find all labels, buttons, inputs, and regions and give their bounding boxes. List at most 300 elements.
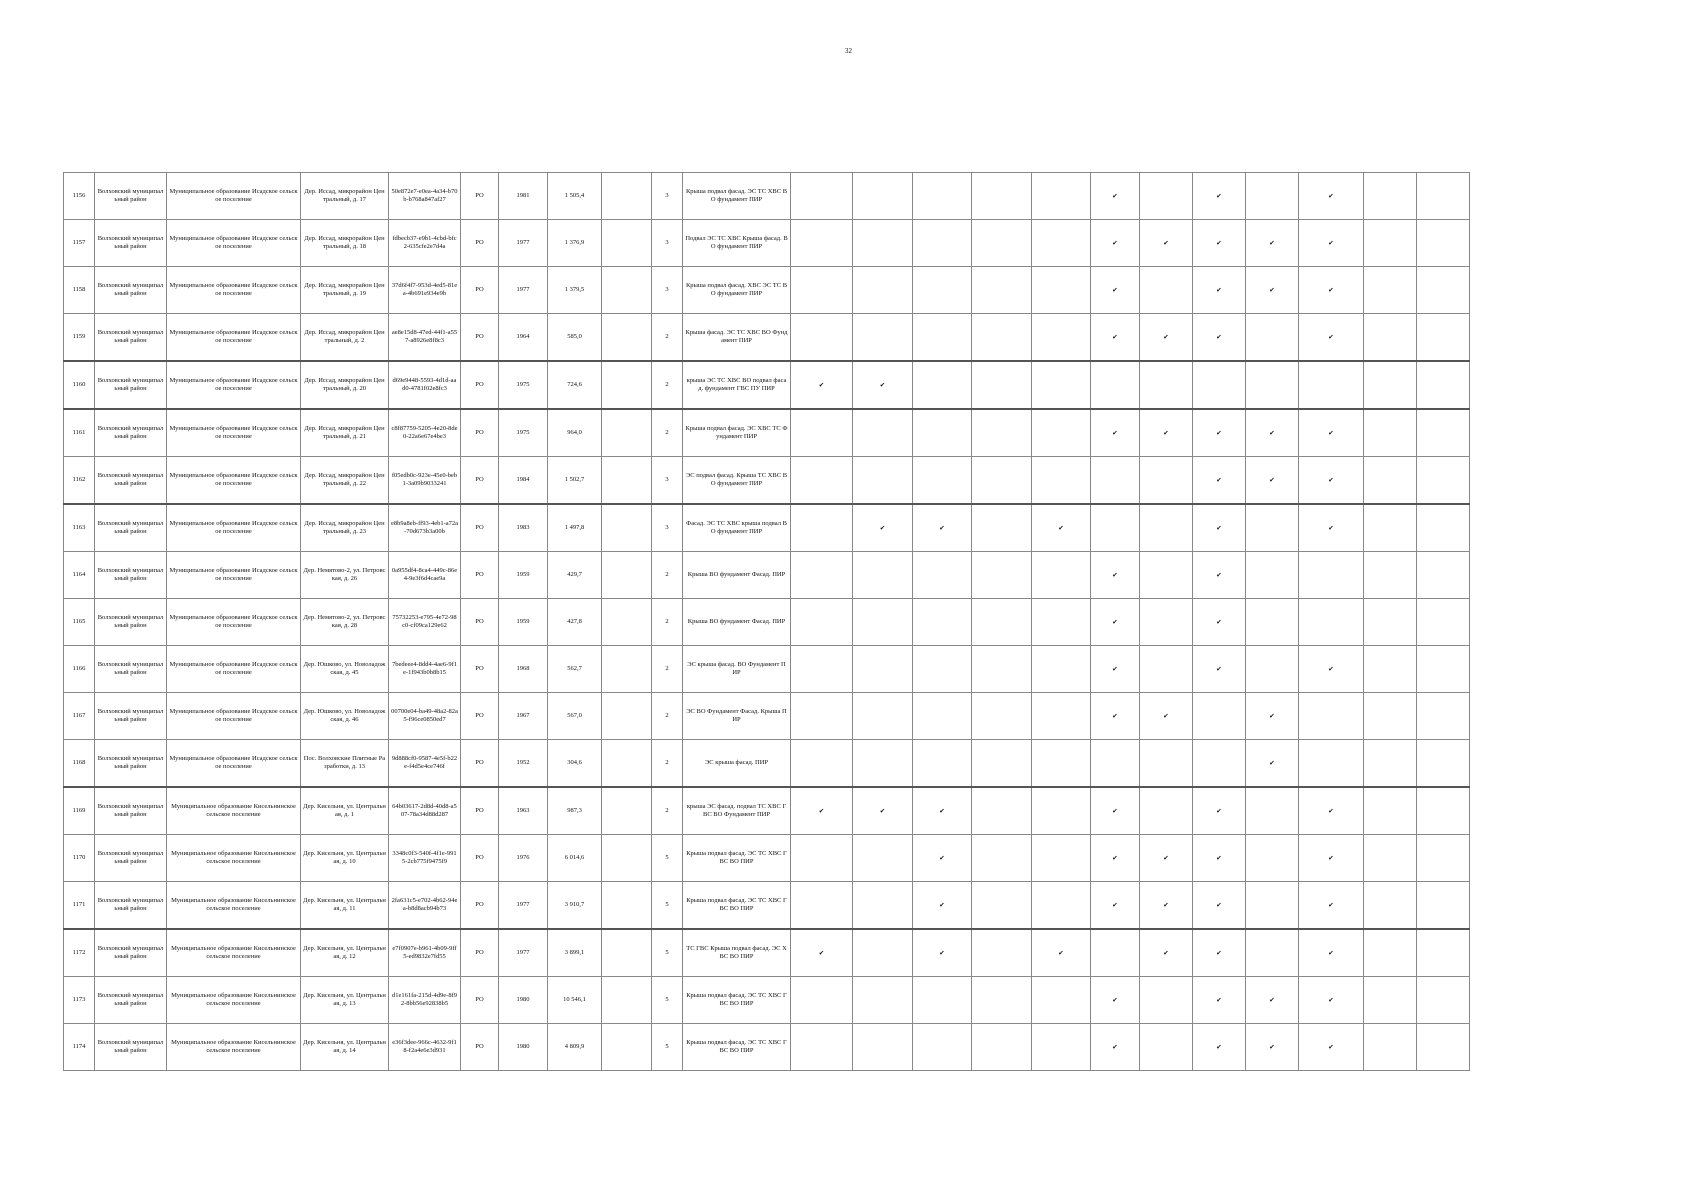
- address-cell: Дер. Кисельня, ул. Центральная, д. 11: [301, 882, 389, 930]
- work-check-cell: ✔: [1140, 882, 1193, 930]
- work-check-cell: ✔: [791, 929, 853, 977]
- work-check-cell: [1140, 977, 1193, 1024]
- empty-cell: [602, 361, 652, 409]
- municipality-cell: Муниципальное образование Кисельнинское сельское поселение: [167, 929, 301, 977]
- district-cell: Волховский муниципальный район: [95, 1024, 167, 1071]
- address-cell: Дер. Иссад, микрорайон Центральный, д. 18: [301, 220, 389, 267]
- area-cell: 1 502,7: [548, 457, 602, 505]
- work-check-cell: [1299, 552, 1364, 599]
- work-check-cell: [913, 693, 972, 740]
- empty-cell: [602, 646, 652, 693]
- work-check-cell: [972, 173, 1032, 220]
- works-list-cell: Крыша подвал фасад. ЭС ТС ХВС ГВС ВО ПИР: [683, 977, 791, 1024]
- work-check-cell: [1091, 740, 1140, 788]
- table-row: [64, 1024, 1470, 1071]
- fund-form-cell: РО: [461, 173, 499, 220]
- work-check-cell: [1364, 693, 1417, 740]
- work-check-cell: ✔: [1299, 314, 1364, 362]
- year-cell: 1981: [499, 173, 548, 220]
- work-check-cell: [853, 220, 913, 267]
- work-check-cell: [913, 457, 972, 505]
- work-check-cell: [791, 504, 853, 552]
- work-check-cell: ✔: [1193, 409, 1246, 457]
- work-check-cell: [1032, 314, 1091, 362]
- floors-cell: 5: [652, 977, 683, 1024]
- floors-cell: 3: [652, 220, 683, 267]
- work-check-cell: [1032, 361, 1091, 409]
- work-check-cell: [972, 835, 1032, 882]
- house-id-cell: 0a955df4-8ca4-449c-86e4-9e3f6d4cae9a: [389, 552, 461, 599]
- work-check-cell: [1140, 1024, 1193, 1071]
- district-cell: Волховский муниципальный район: [95, 882, 167, 930]
- work-check-cell: [1299, 693, 1364, 740]
- work-check-cell: [1246, 835, 1299, 882]
- work-check-cell: [1364, 977, 1417, 1024]
- year-cell: 1977: [499, 267, 548, 314]
- municipality-cell: Муниципальное образование Исадское сельское поселение: [167, 457, 301, 505]
- address-cell: Дер. Иссад, микрорайон Центральный, д. 20: [301, 361, 389, 409]
- work-check-cell: [913, 267, 972, 314]
- empty-cell: [602, 220, 652, 267]
- work-check-cell: [853, 977, 913, 1024]
- year-cell: 1980: [499, 1024, 548, 1071]
- work-check-cell: [913, 361, 972, 409]
- work-check-cell: [1364, 787, 1417, 835]
- empty-cell: [602, 835, 652, 882]
- house-id-cell: 37d6f4f7-953d-4ed5-81ea-4b691e934e9b: [389, 267, 461, 314]
- work-check-cell: [1032, 787, 1091, 835]
- house-id-cell: f05edb0c-923e-45e0-beb1-3a09b9033241: [389, 457, 461, 505]
- address-cell: Дер. Иссад, микрорайон Центральный, д. 17: [301, 173, 389, 220]
- work-check-cell: [853, 835, 913, 882]
- area-cell: 562,7: [548, 646, 602, 693]
- year-cell: 1968: [499, 646, 548, 693]
- year-cell: 1980: [499, 977, 548, 1024]
- work-check-cell: [1364, 552, 1417, 599]
- floors-cell: 3: [652, 267, 683, 314]
- row-number-cell: 1167: [64, 693, 95, 740]
- district-cell: Волховский муниципальный район: [95, 220, 167, 267]
- work-check-cell: ✔: [853, 787, 913, 835]
- work-check-cell: [1140, 787, 1193, 835]
- works-list-cell: Крыша подвал фасад. ХВС ЭС ТС ВО фундамент ПИР: [683, 267, 791, 314]
- district-cell: Волховский муниципальный район: [95, 693, 167, 740]
- work-check-cell: [1091, 929, 1140, 977]
- empty-cell: [602, 552, 652, 599]
- work-check-cell: [972, 220, 1032, 267]
- district-cell: Волховский муниципальный район: [95, 409, 167, 457]
- work-check-cell: [791, 1024, 853, 1071]
- year-cell: 1975: [499, 409, 548, 457]
- floors-cell: 3: [652, 173, 683, 220]
- work-check-cell: ✔: [1193, 220, 1246, 267]
- work-check-cell: ✔: [913, 882, 972, 930]
- address-cell: Дер. Иссад, микрорайон Центральный, д. 22: [301, 457, 389, 505]
- work-check-cell: [1417, 599, 1470, 646]
- work-check-cell: [1140, 361, 1193, 409]
- address-cell: Дер. Юшково, ул. Новоладожская, д. 45: [301, 646, 389, 693]
- work-check-cell: ✔: [1032, 929, 1091, 977]
- work-check-cell: [791, 835, 853, 882]
- work-check-cell: [972, 1024, 1032, 1071]
- floors-cell: 5: [652, 929, 683, 977]
- works-list-cell: Фасад. ЭС ТС ХВС крыша подвал ВО фундамент ПИР: [683, 504, 791, 552]
- works-list-cell: Крыша подвал фасад. ЭС ТС ХВС ГВС ВО ПИР: [683, 882, 791, 930]
- work-check-cell: [1364, 740, 1417, 788]
- fund-form-cell: РО: [461, 882, 499, 930]
- work-check-cell: ✔: [1246, 977, 1299, 1024]
- work-check-cell: ✔: [1091, 882, 1140, 930]
- work-check-cell: [1417, 646, 1470, 693]
- floors-cell: 2: [652, 361, 683, 409]
- work-check-cell: ✔: [1193, 882, 1246, 930]
- work-check-cell: ✔: [1091, 314, 1140, 362]
- area-cell: 724,6: [548, 361, 602, 409]
- municipality-cell: Муниципальное образование Исадское сельское поселение: [167, 409, 301, 457]
- empty-cell: [602, 267, 652, 314]
- table-row: [64, 693, 1470, 740]
- work-check-cell: [1032, 977, 1091, 1024]
- work-check-cell: ✔: [853, 361, 913, 409]
- floors-cell: 2: [652, 552, 683, 599]
- work-check-cell: [1032, 882, 1091, 930]
- year-cell: 1977: [499, 929, 548, 977]
- district-cell: Волховский муниципальный район: [95, 646, 167, 693]
- works-list-cell: Подвал ЭС ТС ХВС Крыша фасад. ВО фундамент ПИР: [683, 220, 791, 267]
- year-cell: 1959: [499, 599, 548, 646]
- work-check-cell: ✔: [1246, 740, 1299, 788]
- fund-form-cell: РО: [461, 977, 499, 1024]
- work-check-cell: [1246, 882, 1299, 930]
- row-number-cell: 1157: [64, 220, 95, 267]
- row-number-cell: 1171: [64, 882, 95, 930]
- address-cell: Дер. Кисельня, ул. Центральная, д. 12: [301, 929, 389, 977]
- work-check-cell: ✔: [1299, 267, 1364, 314]
- district-cell: Волховский муниципальный район: [95, 552, 167, 599]
- house-id-cell: ae8e15d8-47ed-44f1-a557-a8926e8f8c3: [389, 314, 461, 362]
- work-check-cell: ✔: [1193, 552, 1246, 599]
- year-cell: 1975: [499, 361, 548, 409]
- fund-form-cell: РО: [461, 1024, 499, 1071]
- work-check-cell: [853, 173, 913, 220]
- work-check-cell: [853, 552, 913, 599]
- works-list-cell: ЭС крыша фасад. ВО Фундамент ПИР: [683, 646, 791, 693]
- work-check-cell: [913, 646, 972, 693]
- work-check-cell: [972, 457, 1032, 505]
- house-id-cell: 00700e04-ba49-48a2-82a5-f96ce0850ed7: [389, 693, 461, 740]
- empty-cell: [602, 599, 652, 646]
- work-check-cell: ✔: [913, 835, 972, 882]
- work-check-cell: [853, 693, 913, 740]
- row-number-cell: 1165: [64, 599, 95, 646]
- work-check-cell: [913, 220, 972, 267]
- page-number: 32: [845, 47, 852, 55]
- work-check-cell: [853, 740, 913, 788]
- table-row: [64, 599, 1470, 646]
- house-id-cell: e7f0907e-b961-4b09-9ff5-ed9832e7fd55: [389, 929, 461, 977]
- empty-cell: [602, 787, 652, 835]
- work-check-cell: [791, 740, 853, 788]
- area-cell: 304,6: [548, 740, 602, 788]
- work-check-cell: [972, 599, 1032, 646]
- works-list-cell: Крыша ВО фундамент Фасад. ПИР: [683, 599, 791, 646]
- work-check-cell: ✔: [1193, 929, 1246, 977]
- work-check-cell: [791, 599, 853, 646]
- empty-cell: [602, 173, 652, 220]
- fund-form-cell: РО: [461, 314, 499, 362]
- work-check-cell: [913, 740, 972, 788]
- work-check-cell: [791, 267, 853, 314]
- works-list-cell: Крыша подвал фасад. ЭС ТС ХВС ВО фундамент ПИР: [683, 173, 791, 220]
- work-check-cell: [1364, 504, 1417, 552]
- row-number-cell: 1174: [64, 1024, 95, 1071]
- row-number-cell: 1173: [64, 977, 95, 1024]
- work-check-cell: ✔: [1091, 693, 1140, 740]
- work-check-cell: ✔: [1193, 599, 1246, 646]
- empty-cell: [602, 882, 652, 930]
- district-cell: Волховский муниципальный район: [95, 835, 167, 882]
- work-check-cell: ✔: [1246, 693, 1299, 740]
- work-check-cell: ✔: [1299, 929, 1364, 977]
- address-cell: Дер. Иссад, микрорайон Центральный, д. 21: [301, 409, 389, 457]
- fund-form-cell: РО: [461, 220, 499, 267]
- district-cell: Волховский муниципальный район: [95, 599, 167, 646]
- work-check-cell: ✔: [913, 787, 972, 835]
- address-cell: Дер. Кисельня, ул. Центральная, д. 1: [301, 787, 389, 835]
- work-check-cell: [913, 314, 972, 362]
- work-check-cell: [1364, 173, 1417, 220]
- table-row: [64, 173, 1470, 220]
- district-cell: Волховский муниципальный район: [95, 267, 167, 314]
- district-cell: Волховский муниципальный район: [95, 361, 167, 409]
- work-check-cell: [1417, 977, 1470, 1024]
- work-check-cell: [1417, 693, 1470, 740]
- work-check-cell: [913, 552, 972, 599]
- work-check-cell: [1417, 220, 1470, 267]
- work-check-cell: [1032, 173, 1091, 220]
- fund-form-cell: РО: [461, 787, 499, 835]
- works-list-cell: ЭС подвал фасад. Крыша ТС ХВС ВО фундамент ПИР: [683, 457, 791, 505]
- fund-form-cell: РО: [461, 835, 499, 882]
- table-row: [64, 504, 1470, 552]
- area-cell: 3 910,7: [548, 882, 602, 930]
- work-check-cell: ✔: [1140, 409, 1193, 457]
- district-cell: Волховский муниципальный район: [95, 314, 167, 362]
- district-cell: Волховский муниципальный район: [95, 504, 167, 552]
- row-number-cell: 1162: [64, 457, 95, 505]
- work-check-cell: [1364, 929, 1417, 977]
- work-check-cell: [1417, 835, 1470, 882]
- area-cell: 987,3: [548, 787, 602, 835]
- work-check-cell: [1140, 599, 1193, 646]
- municipality-cell: Муниципальное образование Исадское сельское поселение: [167, 552, 301, 599]
- work-check-cell: ✔: [1091, 552, 1140, 599]
- address-cell: Дер. Иссад, микрорайон Центральный, д. 2: [301, 314, 389, 362]
- table-row: [64, 220, 1470, 267]
- work-check-cell: ✔: [1193, 1024, 1246, 1071]
- work-check-cell: [1364, 457, 1417, 505]
- work-check-cell: [972, 361, 1032, 409]
- area-cell: 567,0: [548, 693, 602, 740]
- work-check-cell: [1364, 646, 1417, 693]
- floors-cell: 2: [652, 787, 683, 835]
- work-check-cell: [972, 552, 1032, 599]
- floors-cell: 2: [652, 314, 683, 362]
- house-id-cell: d1e161fa-215d-4d9e-8f92-8bb56e92838b5: [389, 977, 461, 1024]
- work-check-cell: ✔: [1091, 267, 1140, 314]
- fund-form-cell: РО: [461, 552, 499, 599]
- work-check-cell: [791, 457, 853, 505]
- table-row: [64, 409, 1470, 457]
- work-check-cell: [791, 693, 853, 740]
- work-check-cell: [1417, 457, 1470, 505]
- row-number-cell: 1163: [64, 504, 95, 552]
- fund-form-cell: РО: [461, 646, 499, 693]
- work-check-cell: [1140, 504, 1193, 552]
- empty-cell: [602, 504, 652, 552]
- work-check-cell: [853, 646, 913, 693]
- empty-cell: [602, 1024, 652, 1071]
- work-check-cell: [1299, 361, 1364, 409]
- work-check-cell: ✔: [1140, 929, 1193, 977]
- row-number-cell: 1160: [64, 361, 95, 409]
- work-check-cell: ✔: [1091, 1024, 1140, 1071]
- fund-form-cell: РО: [461, 740, 499, 788]
- house-id-cell: 75732253-e795-4e72-98c0-cf09ca129e62: [389, 599, 461, 646]
- year-cell: 1963: [499, 787, 548, 835]
- work-check-cell: [1193, 740, 1246, 788]
- district-cell: Волховский муниципальный район: [95, 977, 167, 1024]
- table-body: [64, 173, 1470, 1071]
- municipality-cell: Муниципальное образование Исадское сельское поселение: [167, 740, 301, 788]
- work-check-cell: ✔: [1032, 504, 1091, 552]
- address-cell: Дер. Кисельня, ул. Центральная, д. 13: [301, 977, 389, 1024]
- work-check-cell: [972, 409, 1032, 457]
- fund-form-cell: РО: [461, 409, 499, 457]
- work-check-cell: [1417, 787, 1470, 835]
- year-cell: 1959: [499, 552, 548, 599]
- work-check-cell: ✔: [1140, 835, 1193, 882]
- row-number-cell: 1161: [64, 409, 95, 457]
- municipality-cell: Муниципальное образование Исадское сельское поселение: [167, 314, 301, 362]
- work-check-cell: [1032, 646, 1091, 693]
- municipality-cell: Муниципальное образование Кисельнинское сельское поселение: [167, 977, 301, 1024]
- work-check-cell: [791, 220, 853, 267]
- work-check-cell: ✔: [791, 787, 853, 835]
- work-check-cell: ✔: [1299, 457, 1364, 505]
- work-check-cell: [972, 740, 1032, 788]
- row-number-cell: 1164: [64, 552, 95, 599]
- work-check-cell: [791, 977, 853, 1024]
- table-row: [64, 835, 1470, 882]
- work-check-cell: [1417, 552, 1470, 599]
- fund-form-cell: РО: [461, 457, 499, 505]
- work-check-cell: [791, 314, 853, 362]
- work-check-cell: ✔: [1193, 173, 1246, 220]
- work-check-cell: [791, 409, 853, 457]
- work-check-cell: ✔: [1299, 646, 1364, 693]
- table-row: [64, 882, 1470, 930]
- empty-cell: [602, 929, 652, 977]
- work-check-cell: [972, 977, 1032, 1024]
- municipality-cell: Муниципальное образование Исадское сельское поселение: [167, 361, 301, 409]
- work-check-cell: [1140, 457, 1193, 505]
- work-check-cell: ✔: [1193, 646, 1246, 693]
- works-list-cell: крыша ЭС фасад. подвал ТС ХВС ГВС ВО Фундамент ПИР: [683, 787, 791, 835]
- district-cell: Волховский муниципальный район: [95, 787, 167, 835]
- row-number-cell: 1169: [64, 787, 95, 835]
- area-cell: 1 379,5: [548, 267, 602, 314]
- work-check-cell: [1417, 361, 1470, 409]
- work-check-cell: [1417, 882, 1470, 930]
- work-check-cell: [972, 693, 1032, 740]
- work-check-cell: ✔: [1246, 267, 1299, 314]
- work-check-cell: [1032, 552, 1091, 599]
- house-id-cell: 3348c0f3-540f-4f1e-9915-2cb775f9475f9: [389, 835, 461, 882]
- works-list-cell: крыша ЭС ТС ХВС ВО подвал фасад. фундамент ГВС ПУ ПИР: [683, 361, 791, 409]
- work-check-cell: ✔: [853, 504, 913, 552]
- house-id-cell: e36f3dee-966c-4632-9f18-f2a4e6e3d931: [389, 1024, 461, 1071]
- area-cell: 6 014,6: [548, 835, 602, 882]
- work-check-cell: ✔: [913, 504, 972, 552]
- area-cell: 1 376,9: [548, 220, 602, 267]
- table-row: [64, 314, 1470, 362]
- year-cell: 1964: [499, 314, 548, 362]
- work-check-cell: [972, 882, 1032, 930]
- work-check-cell: [1364, 835, 1417, 882]
- work-check-cell: [913, 977, 972, 1024]
- address-cell: Дер. Юшково, ул. Новоладожская, д. 46: [301, 693, 389, 740]
- work-check-cell: [1417, 173, 1470, 220]
- municipality-cell: Муниципальное образование Кисельнинское сельское поселение: [167, 787, 301, 835]
- floors-cell: 2: [652, 599, 683, 646]
- work-check-cell: [1246, 314, 1299, 362]
- work-check-cell: [913, 173, 972, 220]
- address-cell: Дер. Иссад, микрорайон Центральный, д. 23: [301, 504, 389, 552]
- work-check-cell: [1140, 740, 1193, 788]
- year-cell: 1976: [499, 835, 548, 882]
- work-check-cell: [1140, 646, 1193, 693]
- works-list-cell: Крыша подвал фасад. ЭС ХВС ТС Фундамент ПИР: [683, 409, 791, 457]
- work-check-cell: ✔: [1193, 787, 1246, 835]
- work-check-cell: [1140, 552, 1193, 599]
- floors-cell: 5: [652, 882, 683, 930]
- area-cell: 10 546,1: [548, 977, 602, 1024]
- work-check-cell: [853, 409, 913, 457]
- table-row: [64, 267, 1470, 314]
- row-number-cell: 1156: [64, 173, 95, 220]
- work-check-cell: [1246, 787, 1299, 835]
- work-check-cell: [1364, 599, 1417, 646]
- work-check-cell: [1246, 504, 1299, 552]
- work-check-cell: [1364, 267, 1417, 314]
- table-row: [64, 977, 1470, 1024]
- work-check-cell: ✔: [1193, 457, 1246, 505]
- address-cell: Дер. Кисельня, ул. Центральная, д. 10: [301, 835, 389, 882]
- work-check-cell: ✔: [1246, 457, 1299, 505]
- work-check-cell: ✔: [1246, 1024, 1299, 1071]
- house-id-cell: 9d888cf0-9587-4e5f-b22e-f4d5e4ce746f: [389, 740, 461, 788]
- work-check-cell: [1364, 882, 1417, 930]
- housing-registry-table: [63, 172, 1470, 1071]
- work-check-cell: ✔: [1140, 693, 1193, 740]
- work-check-cell: [1032, 267, 1091, 314]
- works-list-cell: Крыша подвал фасад. ЭС ТС ХВС ГВС ВО ПИР: [683, 1024, 791, 1071]
- work-check-cell: [1032, 409, 1091, 457]
- works-list-cell: ЭС крыша фасад. ПИР: [683, 740, 791, 788]
- work-check-cell: ✔: [1299, 835, 1364, 882]
- house-id-cell: d69e9448-5593-4d1d-aad0-4781f02e8fc3: [389, 361, 461, 409]
